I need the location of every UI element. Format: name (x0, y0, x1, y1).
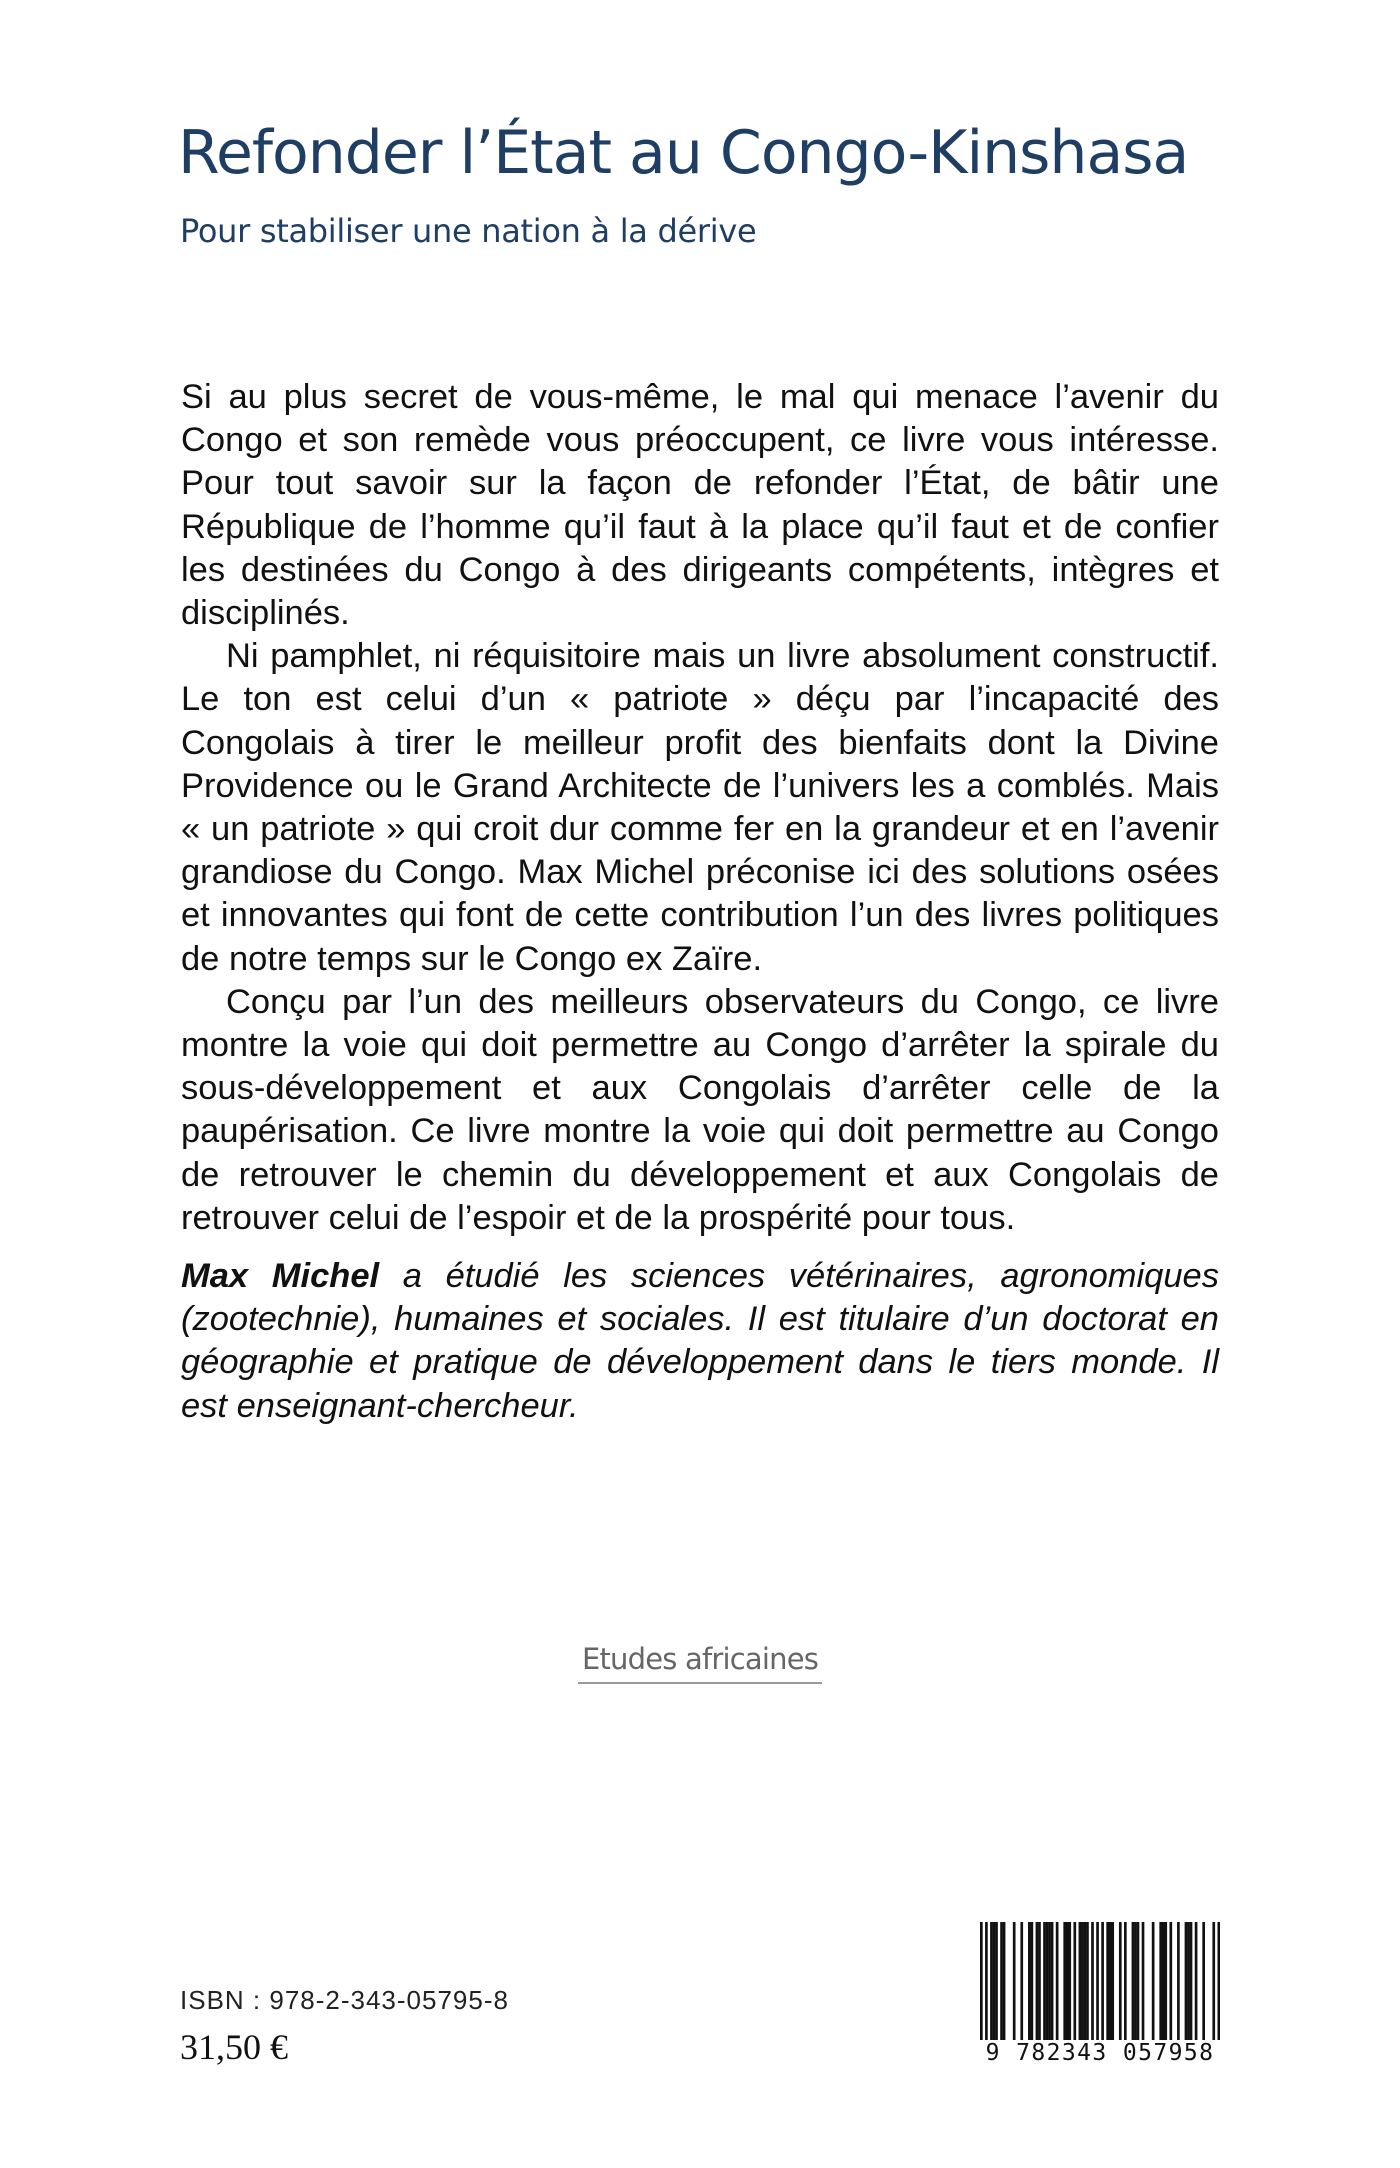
isbn: ISBN : 978-2-343-05795-8 (180, 1985, 509, 2015)
collection-name: Etudes africaines (578, 1642, 822, 1684)
author-name: Max Michel (181, 1257, 380, 1295)
blurb-paragraph: Si au plus secret de vous-même, le mal qui menace l’avenir du Congo et son remède vous préoccupent, ce livre vous intéresse. Pour tout savoir sur la façon de refonder l’État, de bâtir une République de l’homme qu’il faut à la place qu’il faut et de confier les destinées du Congo à des dirigeants compétents, intègres et disciplinés. (181, 378, 1219, 633)
blurb-paragraph: Conçu par l’un des meilleurs observateurs du Congo, ce livre montre la voie qui doit permettre au Congo d’arrêter la spirale du sous-développement et aux Congolais d’arrêter celle de la paupérisation. Ce livre montre la voie qui doit permettre au Congo de retrouver le chemin du développement et aux Congolais de retrouver celui de l’espoir et de la prospérité pour tous. (181, 982, 1219, 1237)
barcode-digits: 9 782343 057958 (980, 2040, 1220, 2066)
blurb-paragraph: Ni pamphlet, ni réquisitoire mais un livre absolument constructif. Le ton est celui d’un « patriote » déçu par l’incapacité des Congolais à tirer le meilleur profit des bienfaits dont la Divine Providence ou le Grand Architecte de l’univers les a comblés. Mais « un patriote » qui croit dur comme fer en la grandeur et en l’avenir grandiose du Congo. Max Michel préconise ici des solutions osées et innovantes qui font de cette contribution l’un des livres politiques de notre temps sur le Congo ex Zaïre. (181, 637, 1219, 978)
blurb (181, 376, 1219, 1240)
price: 31,50 € (180, 2027, 288, 2067)
author-bio (181, 1255, 1219, 1428)
book-subtitle: Pour stabiliser une nation à la dérive (180, 212, 757, 250)
author-bio-text: a étudié les sciences vétérinaires, agronomiques (zootechnie), humaines et sociales. Il est titulaire d’un doctorat en géographie et pratique de développement dans le tiers monde. Il est enseignant-chercheur. (181, 1257, 1219, 1425)
book-title: Refonder l’État au Congo-Kinshasa (178, 118, 1189, 188)
